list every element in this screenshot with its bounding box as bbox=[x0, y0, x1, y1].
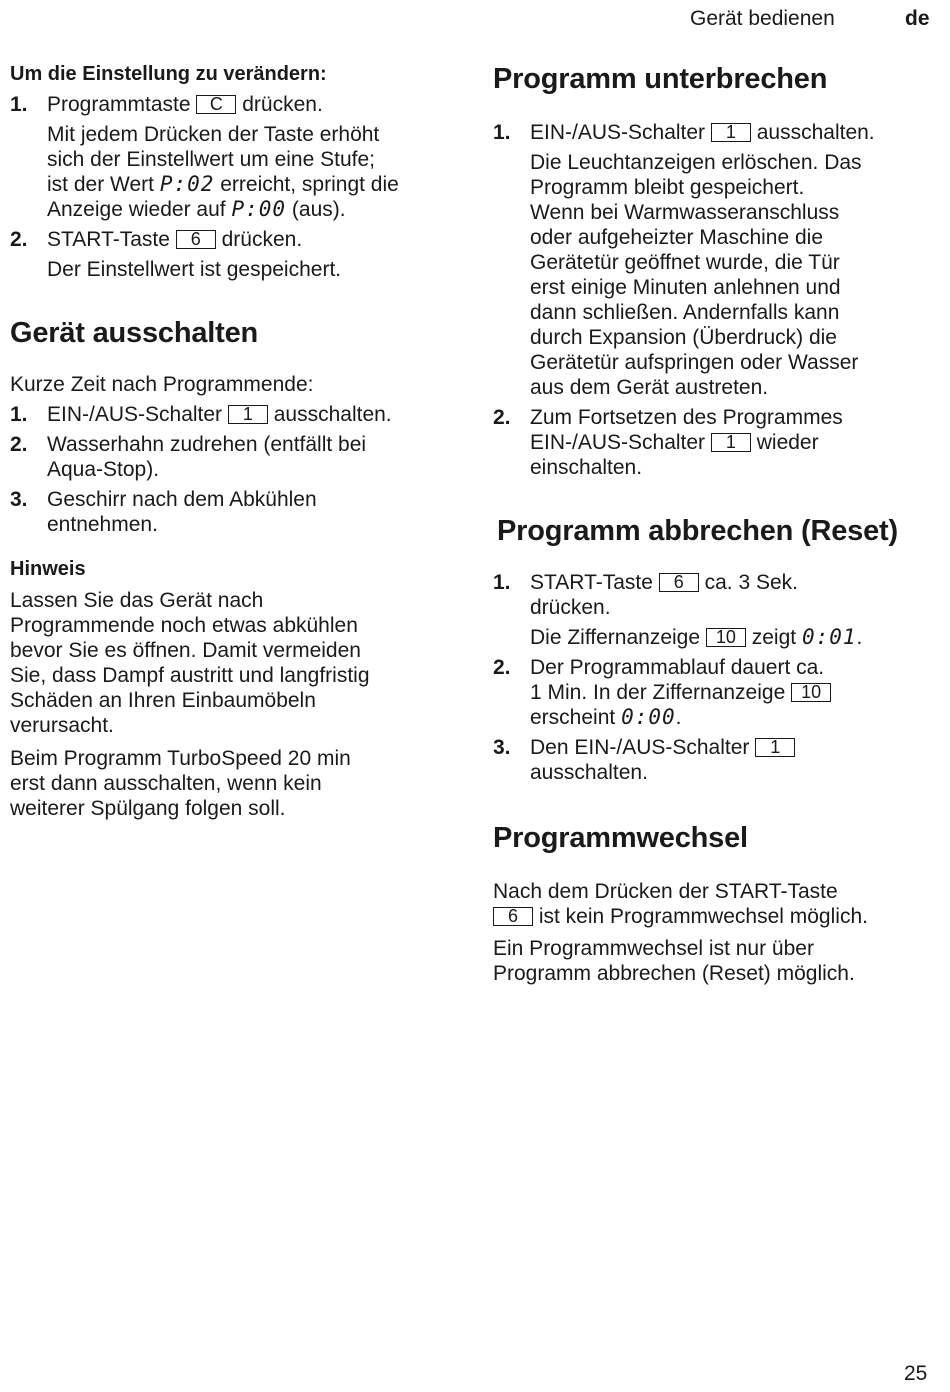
step-text: entnehmen. bbox=[47, 513, 158, 536]
left-column bbox=[10, 62, 460, 821]
header-section-title: Gerät bedienen bbox=[690, 7, 835, 30]
step-number: 1. bbox=[493, 121, 511, 144]
key-c-symbol: C bbox=[196, 95, 236, 114]
note-line: Sie, dass Dampf austritt und langfristig bbox=[10, 664, 370, 687]
step-number: 3. bbox=[10, 488, 28, 511]
note-line: Programm bleibt gespeichert. bbox=[530, 176, 805, 199]
note-line: bevor Sie es öffnen. Damit vermeiden bbox=[10, 639, 361, 662]
change-program-paragraph-2 bbox=[493, 936, 938, 986]
note-line bbox=[47, 197, 460, 222]
lcd-display-value: P:00 bbox=[231, 197, 287, 221]
note-text: Anzeige wieder auf bbox=[47, 198, 226, 221]
change-setting-heading: Um die Einstellung zu verändern: bbox=[10, 63, 327, 85]
note-line: Gerätetür aufspringen oder Wasser bbox=[530, 351, 859, 374]
step-text: START-Taste bbox=[47, 228, 170, 251]
note-line: Programmende noch etwas abkühlen bbox=[10, 614, 358, 637]
step-number: 2. bbox=[10, 433, 28, 456]
reset-step-1-note bbox=[493, 625, 938, 650]
step-text: Aqua-Stop). bbox=[47, 458, 160, 481]
step-text: wieder bbox=[756, 431, 819, 454]
step-text: ausschalten. bbox=[756, 121, 875, 144]
interrupt-step-2 bbox=[493, 405, 938, 480]
note-line: oder aufgeheizter Maschine die bbox=[530, 226, 824, 249]
note-line: Lassen Sie das Gerät nach bbox=[10, 589, 264, 612]
step-text-line bbox=[530, 705, 938, 730]
note-line: Schäden an Ihren Einbaumöbeln bbox=[10, 689, 316, 712]
step-text-line bbox=[530, 570, 938, 595]
step-text: ausschalten. bbox=[530, 761, 648, 784]
note-text: ist der Wert bbox=[47, 173, 154, 196]
step-text: ausschalten. bbox=[273, 403, 392, 426]
key-6-symbol: 6 bbox=[659, 573, 699, 592]
note-text: . bbox=[856, 626, 863, 649]
lcd-display-value: 0:01 bbox=[801, 625, 857, 649]
paragraph-line: Ein Programmwechsel ist nur über bbox=[493, 937, 814, 960]
switch-off-step-3 bbox=[10, 487, 460, 537]
step-text: ca. 3 Sek. bbox=[704, 571, 799, 594]
step-text: START-Taste bbox=[530, 571, 653, 594]
note-line: Mit jedem Drücken der Taste erhöht bbox=[47, 123, 380, 146]
note-line: weiterer Spülgang folgen soll. bbox=[10, 797, 286, 820]
reset-step-3 bbox=[493, 735, 938, 785]
lcd-display-value: P:02 bbox=[159, 172, 215, 196]
note-text: Die Ziffernanzeige bbox=[530, 626, 701, 649]
note-line: Wenn bei Warmwasseranschluss bbox=[530, 201, 840, 224]
note-text: zeigt bbox=[751, 626, 797, 649]
reset-step-1 bbox=[493, 570, 938, 620]
paragraph-line: Programm abbrechen (Reset) möglich. bbox=[493, 962, 855, 985]
step-number: 2. bbox=[493, 406, 511, 429]
note-line: erst dann ausschalten, wenn kein bbox=[10, 772, 322, 795]
note-line: dann schließen. Andernfalls kann bbox=[530, 301, 840, 324]
step-text: Geschirr nach dem Abkühlen bbox=[47, 488, 317, 511]
key-6-symbol: 6 bbox=[493, 907, 533, 926]
change-program-title: Programmwechsel bbox=[493, 822, 748, 854]
note-text: (aus). bbox=[291, 198, 346, 221]
note-line: durch Expansion (Überdruck) die bbox=[530, 326, 837, 349]
interrupt-title: Programm unterbrechen bbox=[493, 63, 828, 95]
note-paragraph-2 bbox=[10, 746, 460, 821]
key-1-symbol: 1 bbox=[711, 123, 751, 142]
paragraph-line bbox=[493, 904, 938, 929]
step-text: EIN-/AUS-Schalter bbox=[47, 403, 223, 426]
step-text-line bbox=[530, 430, 938, 455]
step-text-line bbox=[530, 735, 938, 760]
note-line: verursacht. bbox=[10, 714, 114, 737]
step-text: EIN-/AUS-Schalter bbox=[530, 431, 706, 454]
step-number: 2. bbox=[493, 656, 511, 679]
interrupt-step-1-note bbox=[493, 150, 938, 400]
paragraph-line: Nach dem Drücken der START-Taste bbox=[493, 880, 838, 903]
key-10-symbol: 10 bbox=[791, 683, 831, 702]
step-text: Wasserhahn zudrehen (entfällt bei bbox=[47, 433, 367, 456]
page-number: 25 bbox=[904, 1362, 928, 1385]
step-text: Den EIN-/AUS-Schalter bbox=[530, 736, 750, 759]
step-text: Programmtaste bbox=[47, 93, 191, 116]
right-column bbox=[493, 62, 938, 986]
step-text-line bbox=[530, 680, 938, 705]
step-text: erscheint bbox=[530, 706, 616, 729]
switch-off-title: Gerät ausschalten bbox=[10, 317, 259, 349]
step-text: 1 Min. In der Ziffernanzeige bbox=[530, 681, 786, 704]
key-6-symbol: 6 bbox=[176, 230, 216, 249]
step-text: drücken. bbox=[530, 596, 611, 619]
note-line: erst einige Minuten anlehnen und bbox=[530, 276, 841, 299]
key-1-symbol: 1 bbox=[228, 405, 268, 424]
lcd-display-value: 0:00 bbox=[621, 705, 676, 729]
switch-off-step-2 bbox=[10, 432, 460, 482]
note-line: Die Leuchtanzeigen erlöschen. Das bbox=[530, 151, 862, 174]
change-setting-step-1-note bbox=[10, 122, 460, 222]
step-text: drücken. bbox=[221, 228, 303, 251]
step-text: drücken. bbox=[242, 93, 323, 116]
step-text: Zum Fortsetzen des Programmes bbox=[530, 406, 843, 429]
note-heading: Hinweis bbox=[10, 558, 86, 580]
change-setting-step-1 bbox=[10, 92, 460, 117]
note-paragraph-1 bbox=[10, 588, 460, 738]
change-setting-step-2 bbox=[10, 227, 460, 252]
note-line: Gerätetür geöffnet wurde, die Tür bbox=[530, 251, 840, 274]
step-text: einschalten. bbox=[530, 456, 643, 479]
step-text: . bbox=[675, 706, 682, 729]
step-number: 1. bbox=[10, 403, 28, 426]
step-text: Der Programmablauf dauert ca. bbox=[530, 656, 825, 679]
step-number: 2. bbox=[10, 228, 28, 251]
interrupt-step-1 bbox=[493, 120, 938, 145]
step-number: 1. bbox=[10, 93, 28, 116]
step-number: 3. bbox=[493, 736, 511, 759]
note-text: erreicht, springt die bbox=[220, 173, 399, 196]
change-program-paragraph-1 bbox=[493, 879, 938, 929]
step-number: 1. bbox=[493, 571, 511, 594]
note-line: sich der Einstellwert um eine Stufe; bbox=[47, 148, 375, 171]
reset-step-2 bbox=[493, 655, 938, 730]
switch-off-intro: Kurze Zeit nach Programmende: bbox=[10, 373, 314, 396]
reset-title: Programm abbrechen (Reset) bbox=[497, 515, 898, 547]
key-1-symbol: 1 bbox=[755, 738, 795, 757]
step-text: EIN-/AUS-Schalter bbox=[530, 121, 706, 144]
note-line: Beim Programm TurboSpeed 20 min bbox=[10, 747, 351, 770]
switch-off-step-1 bbox=[10, 402, 460, 427]
header-language-code: de bbox=[905, 7, 930, 30]
note-line: aus dem Gerät austreten. bbox=[530, 376, 769, 399]
paragraph-text: ist kein Programmwechsel möglich. bbox=[538, 905, 868, 928]
note-line bbox=[47, 172, 460, 197]
key-10-symbol: 10 bbox=[706, 628, 746, 647]
key-1-symbol: 1 bbox=[711, 433, 751, 452]
change-setting-step-2-note: Der Einstellwert ist gespeichert. bbox=[47, 258, 342, 281]
